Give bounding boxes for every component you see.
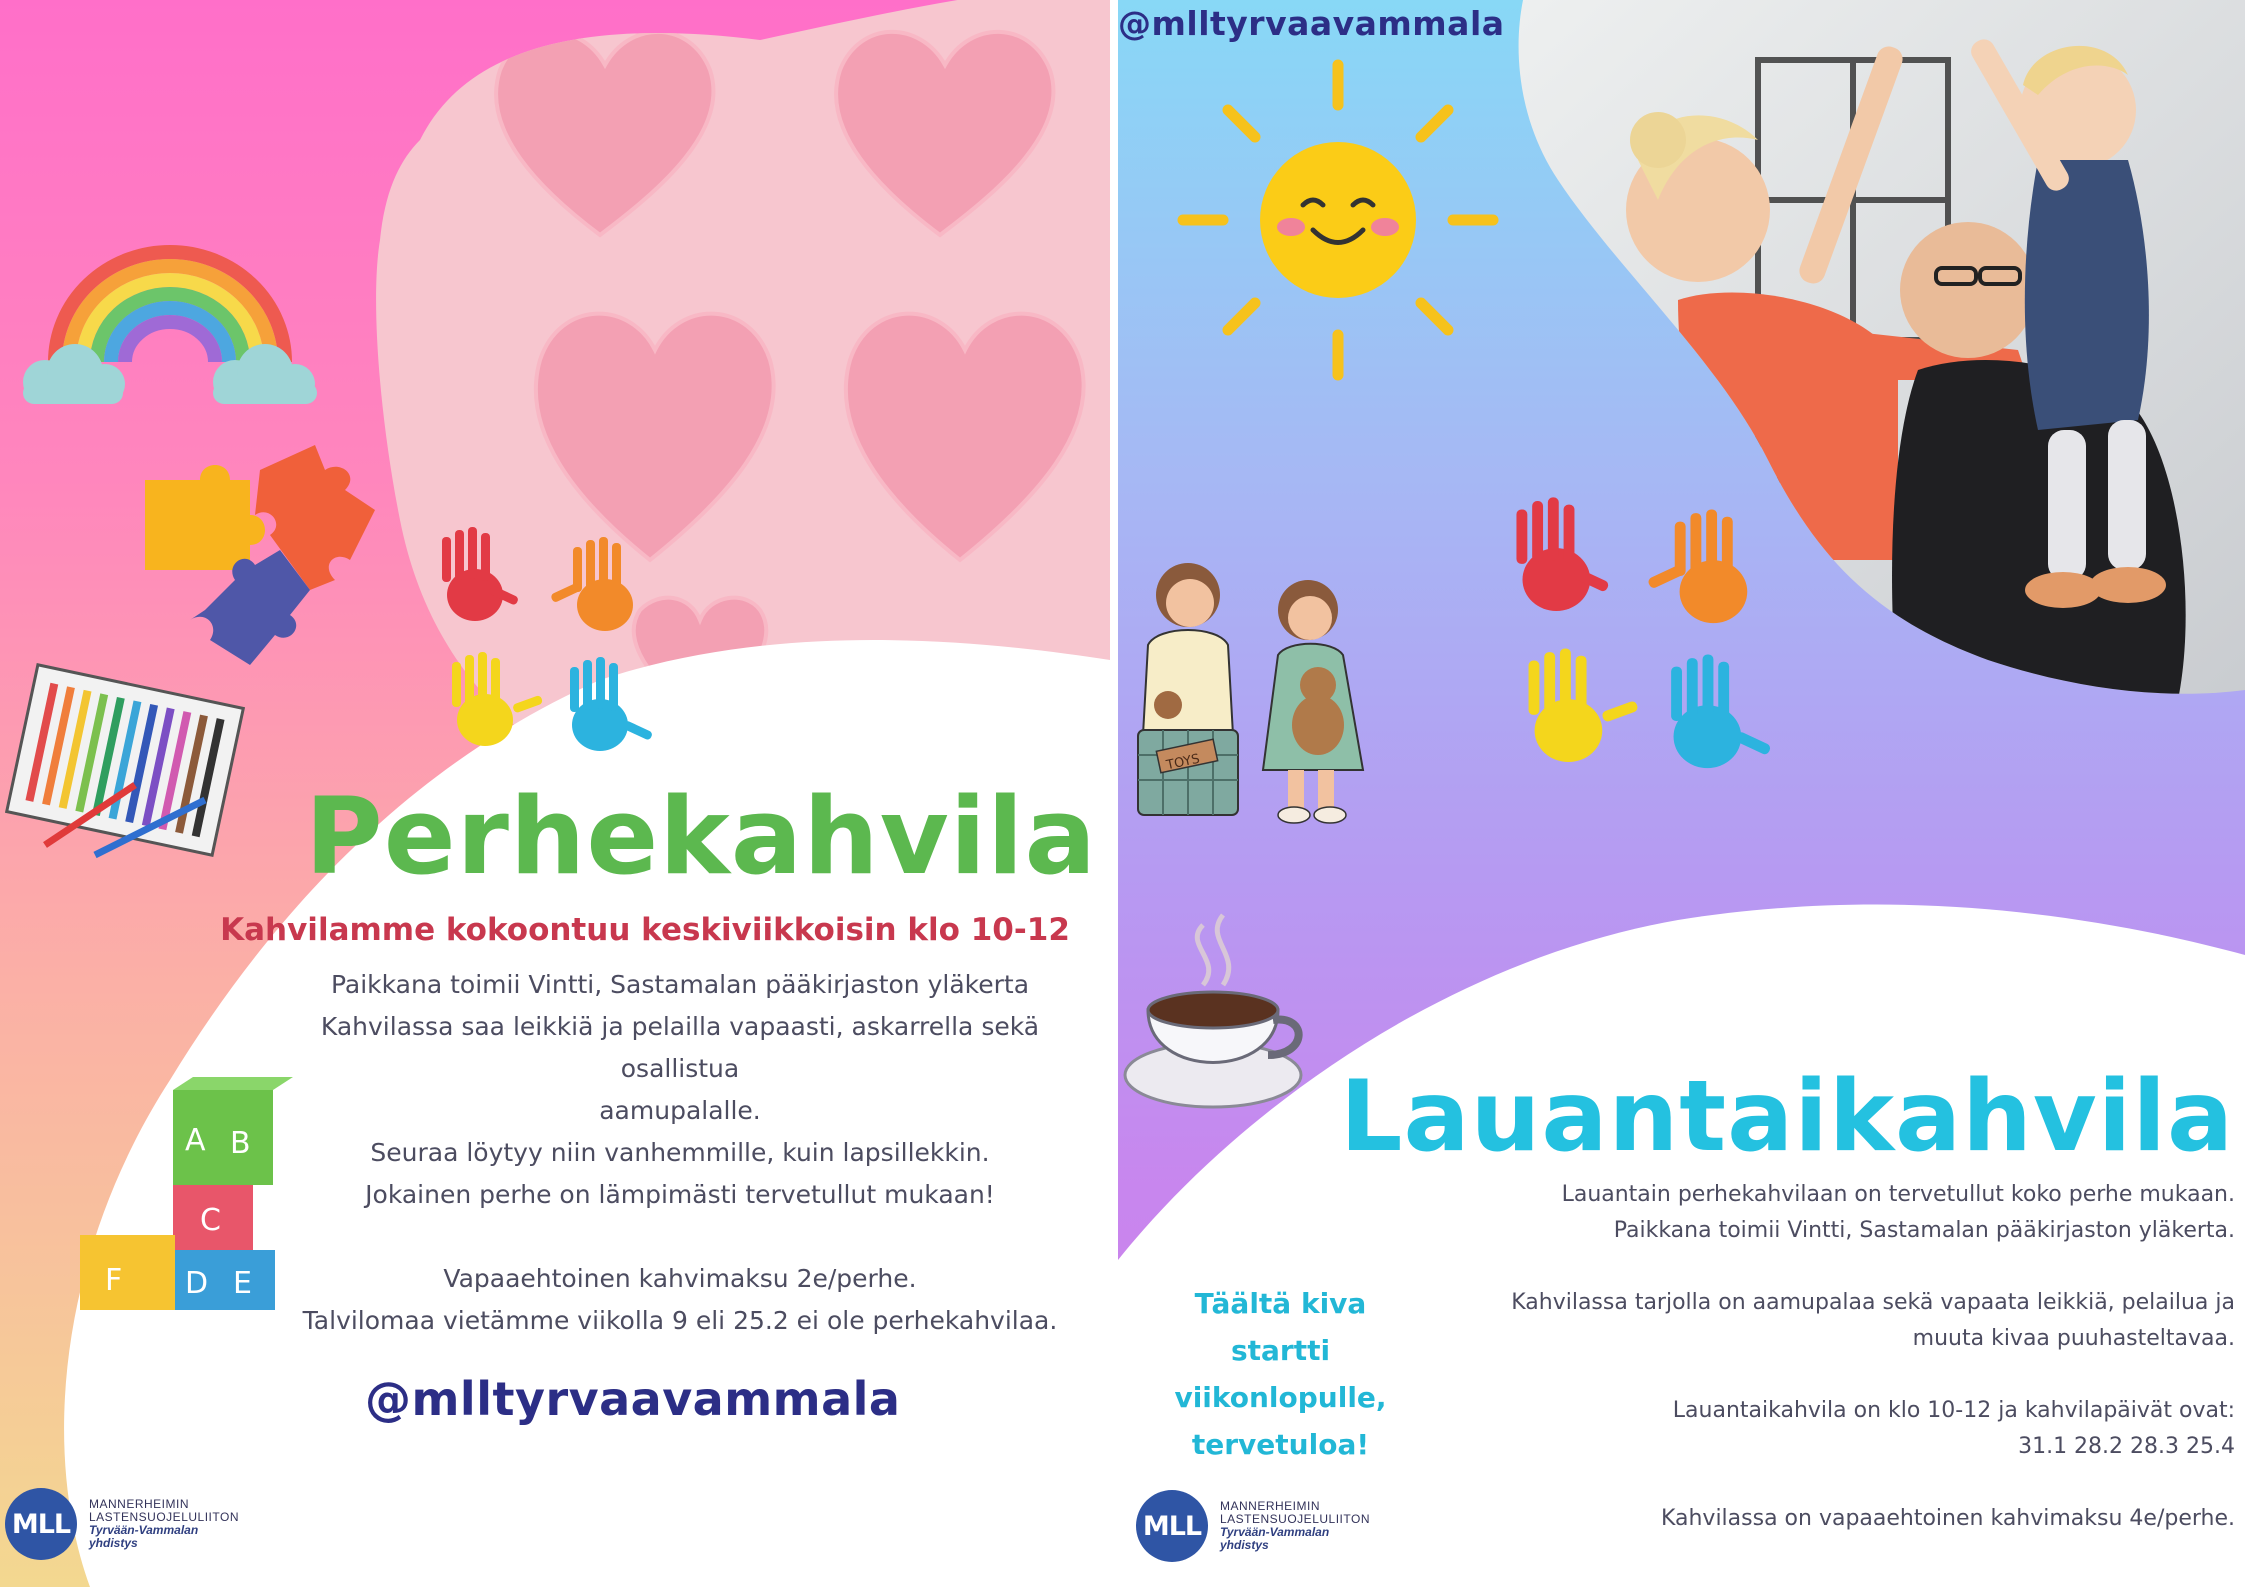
block-letter: E [233, 1266, 252, 1301]
handprints-icon [430, 525, 680, 765]
logo-line: MANNERHEIMIN [89, 1497, 190, 1511]
social-handle-top[interactable]: @mlltyrvaavammala [1118, 4, 1505, 43]
sun-icon [1173, 55, 1503, 385]
block-letter: B [230, 1126, 251, 1161]
info-line: Kahvilassa tarjolla on aamupalaa sekä vapaata leikkiä, pelailua ja [1511, 1290, 2235, 1315]
basket-label: TOYS [1165, 751, 1202, 774]
logo-line: LASTENSUOJELULIITON [1220, 1512, 1370, 1526]
poster-title: Lauantaikahvila [1340, 1060, 2235, 1174]
mll-logo-text [89, 1498, 239, 1550]
tagline-line: viikonlopulle, [1174, 1381, 1387, 1414]
info-text [1370, 1177, 2235, 1537]
info-line: Lauantain perhekahvilaan on tervetullut koko perhe mukaan. [1561, 1182, 2235, 1207]
info-line [1370, 1465, 2235, 1501]
info-line: Talvilomaa vietämme viikolla 9 eli 25.2 ei ole perhekahvilaa. [302, 1306, 1058, 1335]
logo-line: Tyrvään-Vammalan [1220, 1525, 1330, 1539]
info-line: Vapaaehtoinen kahvimaksu 2e/perhe. [443, 1264, 917, 1293]
info-line [1370, 1357, 2235, 1393]
coffee-cup-icon [1123, 905, 1313, 1125]
info-text [260, 964, 1100, 1342]
info-line [1370, 1249, 2235, 1285]
schedule-subtitle: Kahvilamme kokoontuu keskiviikkoisin klo 10-12 [220, 912, 1070, 948]
block-letter: D [185, 1266, 209, 1301]
tagline-line: Täältä kiva startti [1194, 1287, 1367, 1367]
mll-mark: MLL [1136, 1490, 1208, 1562]
children-with-toys-illustration [1118, 555, 1418, 835]
perhekahvila-poster [0, 0, 1110, 1587]
handprints-icon [1488, 495, 1818, 785]
block-letter: A [185, 1123, 206, 1158]
colored-pencils-icon [5, 660, 245, 860]
info-line: muuta kivaa puuhasteltavaa. [1912, 1326, 2235, 1351]
abc-blocks-icon [75, 1075, 295, 1315]
info-line [260, 1216, 1100, 1258]
info-line: aamupalalle. [599, 1096, 761, 1125]
mll-mark: MLL [5, 1488, 77, 1560]
logo-line: Tyrvään-Vammalan [89, 1523, 199, 1537]
logo-line: yhdistys [1220, 1538, 1269, 1552]
info-line: 31.1 28.2 28.3 25.4 [2018, 1434, 2235, 1459]
info-line: Lauantaikahvila on klo 10-12 ja kahvilapäivät ovat: [1672, 1398, 2235, 1423]
logo-line: MANNERHEIMIN [1220, 1499, 1321, 1513]
info-line: Jokainen perhe on lämpimästi tervetullut mukaan! [365, 1180, 995, 1209]
tagline-line: tervetuloa! [1191, 1428, 1370, 1461]
mll-logo-text [1220, 1500, 1370, 1552]
info-line: Kahvilassa saa leikkiä ja pelailla vapaasti, askarrella sekä osallistua [320, 1012, 1040, 1083]
block-letter: F [105, 1263, 123, 1298]
block-letter: C [200, 1203, 221, 1238]
mll-logo [1136, 1490, 1370, 1562]
info-line: Paikkana toimii Vintti, Sastamalan pääkirjaston yläkerta. [1613, 1218, 2235, 1243]
mll-logo [5, 1488, 239, 1560]
rainbow-icon [15, 232, 325, 412]
lauantaikahvila-poster [1118, 0, 2245, 1587]
social-handle[interactable]: @mlltyrvaavammala [365, 1372, 901, 1426]
info-line: Paikkana toimii Vintti, Sastamalan pääkirjaston yläkerta [330, 970, 1030, 999]
info-line: Kahvilassa on vapaaehtoinen kahvimaksu 4e/perhe. [1660, 1506, 2235, 1531]
logo-line: LASTENSUOJELULIITON [89, 1510, 239, 1524]
logo-line: yhdistys [89, 1536, 138, 1550]
info-line: Seuraa löytyy niin vanhemmille, kuin lapsillekkin. [370, 1138, 990, 1167]
poster-title: Perhekahvila [305, 775, 1097, 898]
